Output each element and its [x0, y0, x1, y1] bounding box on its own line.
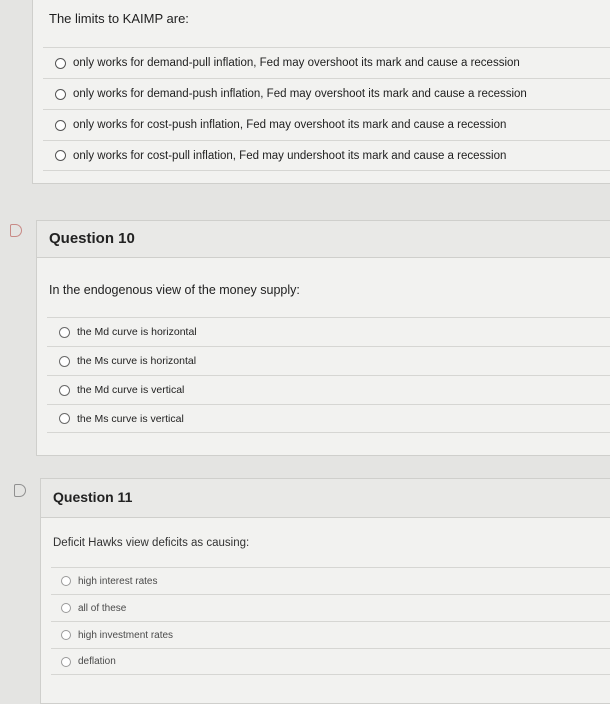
- question-10-block: [36, 220, 610, 456]
- option-label: high interest rates: [78, 575, 158, 587]
- option-label: the Md curve is horizontal: [77, 326, 197, 338]
- question-title: Question 10: [49, 230, 135, 247]
- radio-button[interactable]: [61, 630, 71, 640]
- option[interactable]: [51, 567, 610, 594]
- option[interactable]: [51, 621, 610, 648]
- option-label: the Md curve is vertical: [77, 384, 185, 396]
- option[interactable]: [47, 404, 610, 433]
- flag-question-icon[interactable]: [14, 484, 26, 497]
- radio-button[interactable]: [59, 327, 70, 338]
- option[interactable]: [47, 375, 610, 404]
- radio-button[interactable]: [59, 356, 70, 367]
- radio-button[interactable]: [61, 576, 71, 586]
- option[interactable]: [43, 47, 610, 78]
- question-prompt: Deficit Hawks view deficits as causing:: [53, 537, 250, 549]
- option-label: high investment rates: [78, 629, 174, 641]
- radio-button[interactable]: [59, 385, 70, 396]
- option[interactable]: [51, 594, 610, 621]
- option-label: deflation: [78, 656, 116, 667]
- option-label: only works for demand-pull inflation, Fed may overshoot its mark and cause a recession: [73, 57, 520, 69]
- question-prompt: In the endogenous view of the money supply:: [49, 283, 300, 297]
- radio-button[interactable]: [55, 89, 66, 100]
- question-11-block: [40, 478, 610, 704]
- option-label: the Ms curve is horizontal: [77, 355, 197, 367]
- flag-question-icon[interactable]: [10, 224, 22, 237]
- option[interactable]: [43, 140, 610, 171]
- question-header: [37, 221, 610, 258]
- question-9-options: [43, 47, 610, 171]
- question-9-block: [32, 0, 610, 184]
- question-10-options: [47, 317, 610, 433]
- question-11-options: [51, 567, 610, 675]
- option-label: only works for cost-push inflation, Fed may overshoot its mark and cause a recession: [73, 119, 507, 131]
- question-header: [41, 479, 610, 518]
- radio-button[interactable]: [61, 657, 71, 667]
- question-title: Question 11: [53, 489, 133, 505]
- option-label: only works for demand-push inflation, Fed may overshoot its mark and cause a recession: [73, 88, 527, 100]
- option[interactable]: [47, 317, 610, 346]
- option-label: only works for cost-pull inflation, Fed may undershoot its mark and cause a recession: [73, 149, 507, 162]
- option[interactable]: [51, 648, 610, 675]
- option[interactable]: [47, 346, 610, 375]
- radio-button[interactable]: [59, 413, 70, 424]
- radio-button[interactable]: [55, 150, 66, 161]
- option[interactable]: [43, 109, 610, 140]
- option[interactable]: [43, 78, 610, 109]
- question-9-prompt: The limits to KAIMP are:: [49, 11, 189, 26]
- option-label: all of these: [78, 602, 127, 614]
- radio-button[interactable]: [61, 603, 71, 613]
- option-label: the Ms curve is vertical: [77, 412, 184, 425]
- radio-button[interactable]: [55, 120, 66, 131]
- radio-button[interactable]: [55, 58, 66, 69]
